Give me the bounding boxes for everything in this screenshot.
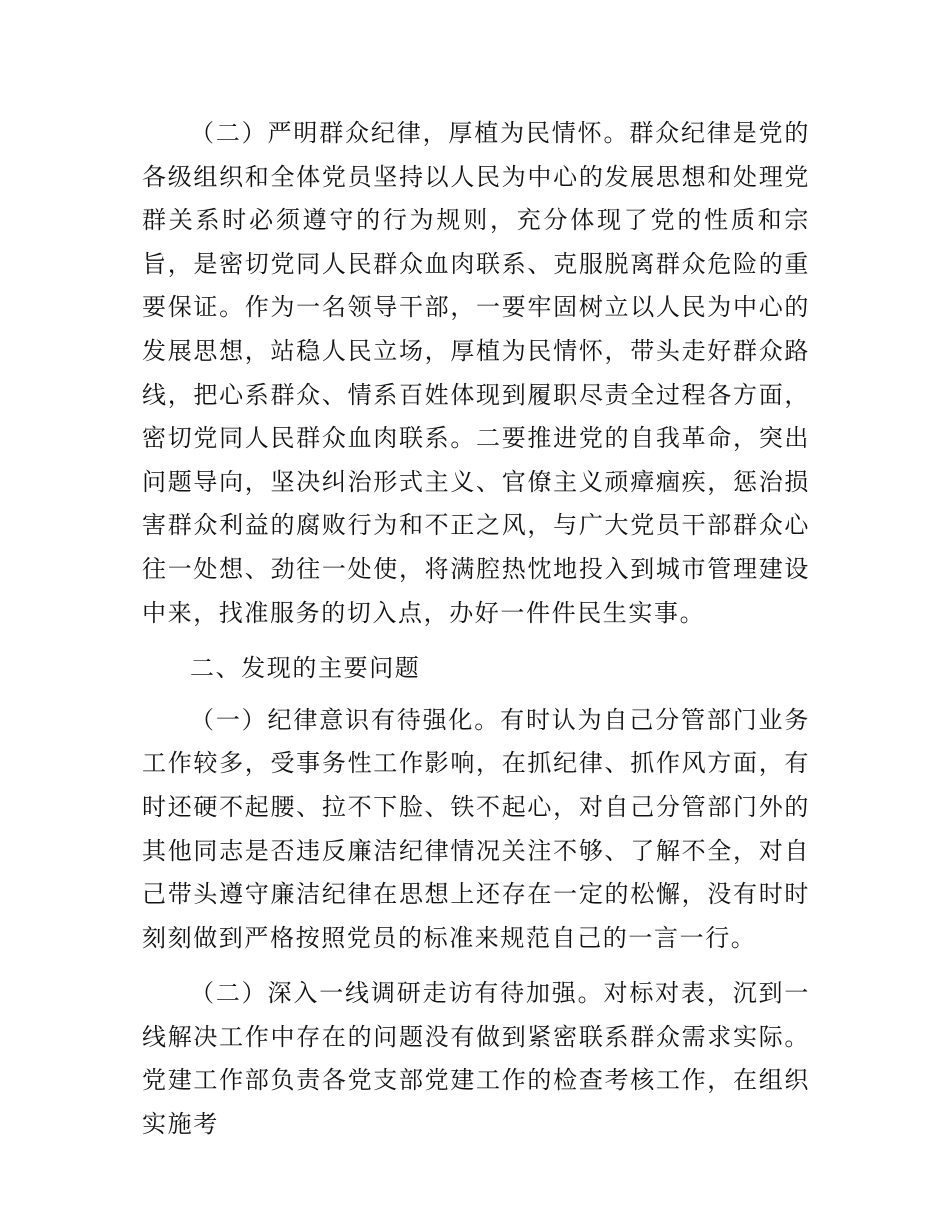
paragraph-frontline-research: （二）深入一线调研走访有待加强。对标对表，沉到一线解决工作中存在的问题没有做到紧密联系群众需求实际。党建工作部负责各党支部党建工作的检查考核工作，在组织实施考 bbox=[142, 979, 810, 1139]
paragraph-discipline-awareness: （一）纪律意识有待强化。有时认为自己分管部门业务工作较多，受事务性工作影响，在抓纪律、抓作风方面，有时还硬不起腰、拉不下脸、铁不起心，对自己分管部门外的其他同志是否违反廉洁纪律情况关注不够、了解不全，对自己带头遵守廉洁纪律在思想上还存在一定的松懈，没有时时刻刻做到严格按照党员的标准来规范自己的一言一行。 bbox=[142, 705, 810, 952]
document-body bbox=[142, 112, 810, 1147]
section-heading-main-problems: 二、发现的主要问题 bbox=[190, 654, 421, 683]
paragraph-mass-discipline: （二）严明群众纪律，厚植为民情怀。群众纪律是党的各级组织和全体党员坚持以人民为中心的发展思想和处理党群关系时必须遵守的行为规则，充分体现了党的性质和宗旨，是密切党同人民群众血肉联系、克服脱离群众危险的重要保证。作为一名领导干部，一要牢固树立以人民为中心的发展思想，站稳人民立场，厚植为民情怀，带头走好群众路线，把心系群众、情系百姓体现到履职尽责全过程各方面，密切党同人民群众血肉联系。二要推进党的自我革命，突出问题导向，坚决纠治形式主义、官僚主义顽瘴痼疾，惩治损害群众利益的腐败行为和不正之风，与广大党员干部群众心往一处想、劲往一处使，将满腔热忱地投入到城市管理建设中来，找准服务的切入点，办好一件件民生实事。 bbox=[142, 119, 810, 627]
